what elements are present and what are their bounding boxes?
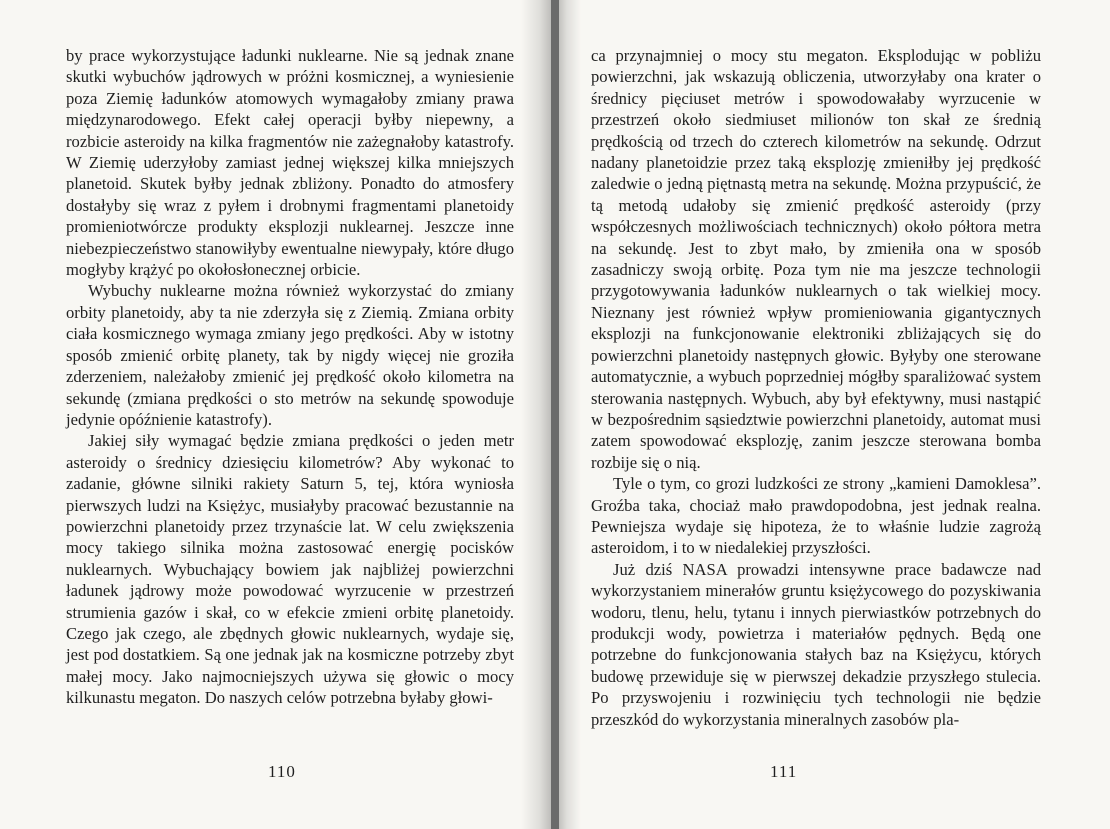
page-number: 111 [770,762,798,781]
paragraph: Już dziś NASA prowadzi intensywne prace badawcze nad wykorzystaniem minerałów gruntu księżycowego do pozyskiwania wodoru, tlenu, helu, tytanu i innych pierwiastków potrzebnych do produkcji wody, powietrza i materiałów pędnych. Będą one potrzebne do funkcjonowania stałych baz na Księżycu, których budowę przewiduje się w pierwszej dekadzie przyszłego stulecia. Po przyswojeniu i rozwinięciu tych technologii nie będzie przeszkód do wykorzystania mineralnych zasobów pla- [591,559,1041,729]
left-page-text [66,45,514,709]
right-page [555,0,1110,829]
paragraph: by prace wykorzystujące ładunki nuklearne. Nie są jednak znane skutki wybuchów jądrowych w próżni kosmicznej, a wyniesienie poza Ziemię ładunków atomowych wymagałoby zmiany prawa międzynarodowego. Efekt całej operacji byłby niepewny, a rozbicie asteroidy na kilka fragmentów nie zażegnałoby katastrofy. W Ziemię uderzyłoby zamiast jednej większej kilka mniejszych planetoid. Skutek byłby jednak zbliżony. Ponadto do atmosfery dostałyby się wraz z pyłem i drobnymi fragmentami planetoidy promieniotwórcze produkty eksplozji nuklearnej. Jeszcze inne niebezpieczeństwo stanowiłyby ewentualne niewypały, które długo mogłyby krążyć po okołosłonecznej orbicie. [66,46,514,280]
paragraph: ca przynajmniej o mocy stu megaton. Eksplodując w pobliżu powierzchni, jak wskazują obliczenia, utworzyłaby ona krater o średnicy pięciuset metrów i spowodowałaby wyrzucenie w przestrzeń około siedmiuset milionów ton skał ze średnią prędkością od trzech do czterech kilometrów na sekundę. Odrzut nadany planetoidzie przez taką eksplozję zmieniłby jej prędkość zaledwie o jedną piętnastą metra na sekundę. Można przypuścić, że tą metodą udałoby się zmienić prędkość asteroidy (przy współczesnych możliwościach technicznych) około półtora metra na sekundę. Jest to zbyt mało, by zmieniła ona w sposób zasadniczy swoją orbitę. Poza tym nie ma jeszcze technologii przygotowywania ładunków nuklearnych o tak wielkiej mocy. Nieznany jest również wpływ promieniowania gigantycznych eksplozji na funkcjonowanie elektroniki zbliżających się do powierzchni planetoidy następnych głowic. Byłyby one sterowane automatycznie, a wybuch poprzedniej mógłby sparaliżować system sterowania następnych. Wybuch, aby był efektywny, musi nastąpić w bezpośrednim sąsiedztwie powierzchni planetoidy, automat musi zatem spowodować eksplozję, zanim jeszcze sterowana bomba rozbije się o nią. [591,46,1041,472]
page-number: 110 [268,762,296,781]
paragraph: Tyle o tym, co grozi ludzkości ze strony „kamieni Damoklesa”. Groźba taka, chociaż mało prawdopodobna, jest jednak realna. Pewniejsza wydaje się hipoteza, że to właśnie ludzie zagrożą asteroidom, i to w niedalekiej przyszłości. [591,474,1041,558]
paragraph: Jakiej siły wymagać będzie zmiana prędkości o jeden metr asteroidy o średnicy dziesięciu kilometrów? Aby wykonać to zadanie, główne silniki rakiety Saturn 5, tej, która wyniosła pierwszych ludzi na Księżyc, musiałyby pracować bezustannie na powierzchni planetoidy przez trzynaście lat. W celu zwiększenia mocy takiego silnika można zastosować energię pocisków nuklearnych. Wybuchający bowiem jak najbliżej powierzchni ładunek jądrowy może powodować wyrzucenie w przestrzeń strumienia gazów i skał, co w efekcie zmieni orbitę planetoidy. Czego jak czego, ale zbędnych głowic nuklearnych, wydaje się, jest pod dostatkiem. Są one jednak jak na kosmiczne potrzeby zbyt małej mocy. Jako najmocniejszych używa się głowic o mocy kilkunastu megaton. Do naszych celów potrzebna byłaby głowi- [66,431,514,708]
right-page-text [591,45,1041,730]
paragraph: Wybuchy nuklearne można również wykorzystać do zmiany orbity planetoidy, aby ta nie zderzyła się z Ziemią. Zmiana orbity ciała kosmicznego wymaga zmiany jego prędkości. Aby w istotny sposób zmienić orbitę planety, tak by nigdy więcej nie groziła zderzeniem, należałoby zmienić jej prędkość około kilometra na sekundę (zmiana prędkości o sto metrów na sekundę spowoduje jedynie opóźnienie katastrofy). [66,281,514,429]
gutter-shadow [521,0,555,829]
book-spine [551,0,559,829]
